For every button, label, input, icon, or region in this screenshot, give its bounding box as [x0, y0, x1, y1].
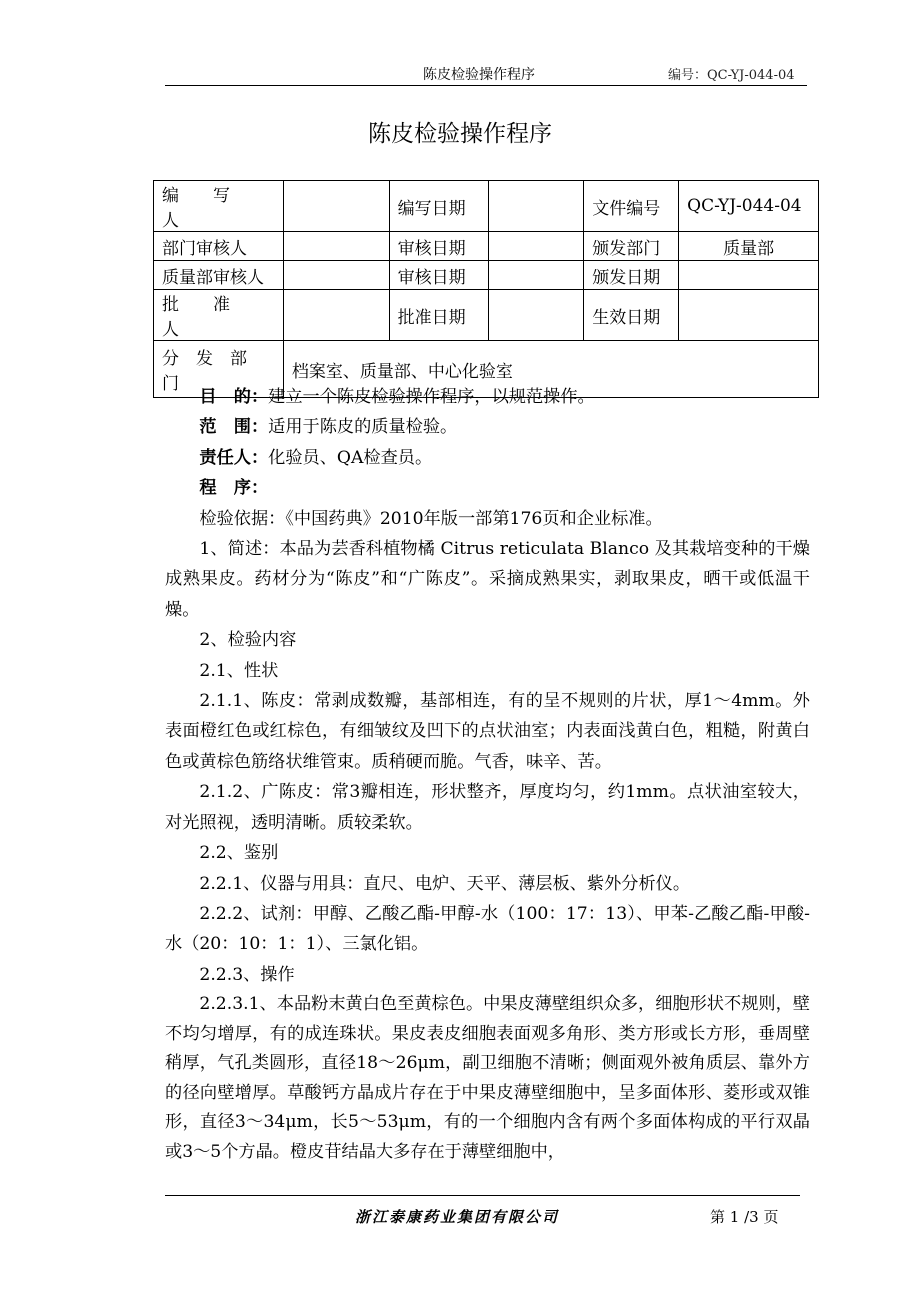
- cell-label-distribution: 分 发 部 门: [154, 341, 284, 398]
- section-2: 2、检验内容: [199, 630, 297, 651]
- cell-label-dept-reviewer: 部门审核人: [154, 232, 284, 261]
- cell-label-qa-reviewer: 质量部审核人: [154, 261, 284, 290]
- cell-value-qa-reviewer: [283, 261, 389, 290]
- scope-label: 范 围：: [199, 417, 269, 438]
- page-number: 第 1 /3 页: [710, 1208, 779, 1226]
- scope-text: 适用于陈皮的质量检验。: [268, 417, 458, 438]
- responsible-paragraph: [165, 443, 810, 473]
- responsible-text: 化验员、QA检查员。: [268, 447, 433, 468]
- cell-label-approver: 批 准 人: [154, 290, 284, 341]
- section-2-2-2: 2.2.2、试剂：甲醇、乙酸乙酯-甲醇-水（100：17：13）、甲苯-乙酸乙酯-甲酸-水（20：10：1：1）、三氯化铝。: [165, 903, 810, 955]
- responsible-label: 责任人：: [199, 447, 269, 468]
- header-divider: [165, 85, 807, 86]
- cell-value-distribution: 档案室、质量部、中心化验室: [283, 341, 818, 398]
- scope-paragraph: [165, 412, 810, 442]
- page-title: 陈皮检验操作程序: [368, 121, 552, 147]
- cell-label-effective-date: 生效日期: [584, 290, 679, 341]
- procedure-label: 程 序：: [199, 478, 269, 499]
- section-2-1-2: 2.1.2、广陈皮：常3瓣相连，形状整齐，厚度均匀，约1mm。点状油室较大，对光照视，透明清晰。质较柔软。: [165, 782, 810, 833]
- cell-value-review-date-2: [489, 261, 584, 290]
- section-2-2: 2.2、鉴别: [199, 843, 279, 864]
- cell-value-effective-date: [679, 290, 819, 341]
- header-title: 陈皮检验操作程序: [423, 67, 535, 83]
- table-row: [154, 261, 819, 290]
- cell-value-approve-date: [489, 290, 584, 341]
- purpose-text: 建立一个陈皮检验操作程序，以规范操作。: [268, 387, 595, 407]
- cell-value-write-date: [489, 181, 584, 232]
- purpose-label: 目 的：: [199, 387, 269, 407]
- section-2-1: 2.1、性状: [199, 660, 279, 681]
- section-2-2-3-1: 2.2.3.1、本品粉末黄白色至黄棕色。中果皮薄壁组织众多，细胞形状不规则，壁不均匀增厚，有的成连珠状。果皮表皮细胞表面观多角形、类方形或长方形，垂周壁稍厚，气孔类圆形，直径18～26μm，副卫细胞不清晰；侧面观外被角质层、靠外方的径向壁增厚。草酸钙方晶成片存在于中果皮薄壁细胞中，呈多面体形、菱形或双锥形，直径3～34μm，长5～53μm，有的一个细胞内含有两个多面体构成的平行双晶或3～5个方晶。橙皮苷结晶大多存在于薄壁细胞中，: [165, 994, 810, 1162]
- footer-divider: [165, 1195, 800, 1196]
- cell-label-issue-dept: 颁发部门: [584, 232, 679, 261]
- cell-label-file-no: 文件编号: [584, 181, 679, 232]
- section-2-2-3: 2.2.3、操作: [199, 964, 295, 985]
- procedure-body: [165, 382, 810, 1167]
- table-row: [154, 181, 819, 232]
- procedure-heading: [165, 473, 810, 503]
- cell-label-review-date-2: 审核日期: [389, 261, 489, 290]
- cell-value-issue-dept: 质量部: [679, 232, 819, 261]
- section-2-2-1: 2.2.1、仪器与用具：直尺、电炉、天平、薄层板、紫外分析仪。: [199, 873, 691, 894]
- cell-value-approver: [283, 290, 389, 341]
- table-row: [154, 290, 819, 341]
- section-2-1-1: 2.1.1、陈皮：常剥成数瓣，基部相连，有的呈不规则的片状，厚1～4mm。外表面橙红色或红棕色，有细皱纹及凹下的点状油室；内表面浅黄白色，粗糙，附黄白色或黄棕色筋络状维管束。质稍硬而脆。气香，味辛、苦。: [165, 691, 810, 772]
- cell-label-review-date: 审核日期: [389, 232, 489, 261]
- cell-label-approve-date: 批准日期: [389, 290, 489, 341]
- cell-label-writer: 编 写 人: [154, 181, 284, 232]
- cell-label-issue-date: 颁发日期: [584, 261, 679, 290]
- cell-value-file-no: QC-YJ-044-04: [679, 181, 819, 232]
- purpose-paragraph: [165, 382, 810, 412]
- cell-value-dept-reviewer: [283, 232, 389, 261]
- basis-paragraph: 检验依据：《中国药典》2010年版一部第176页和企业标准。: [199, 508, 663, 529]
- footer-company: 浙江泰康药业集团有限公司: [355, 1208, 560, 1226]
- cell-label-write-date: 编写日期: [389, 181, 489, 232]
- table-row: [154, 232, 819, 261]
- cell-value-review-date: [489, 232, 584, 261]
- cell-value-issue-date: [679, 261, 819, 290]
- section-1: 1、简述：本品为芸香科植物橘 Citrus reticulata Blanco 及其栽培变种的干燥成熟果皮。药材分为“陈皮”和“广陈皮”。采摘成熟果实，剥取果皮，晒干或低温干燥。: [165, 539, 810, 620]
- approval-table: [153, 180, 819, 398]
- cell-value-writer: [283, 181, 389, 232]
- header-doc-code: 编号：QC-YJ-044-04: [668, 68, 795, 83]
